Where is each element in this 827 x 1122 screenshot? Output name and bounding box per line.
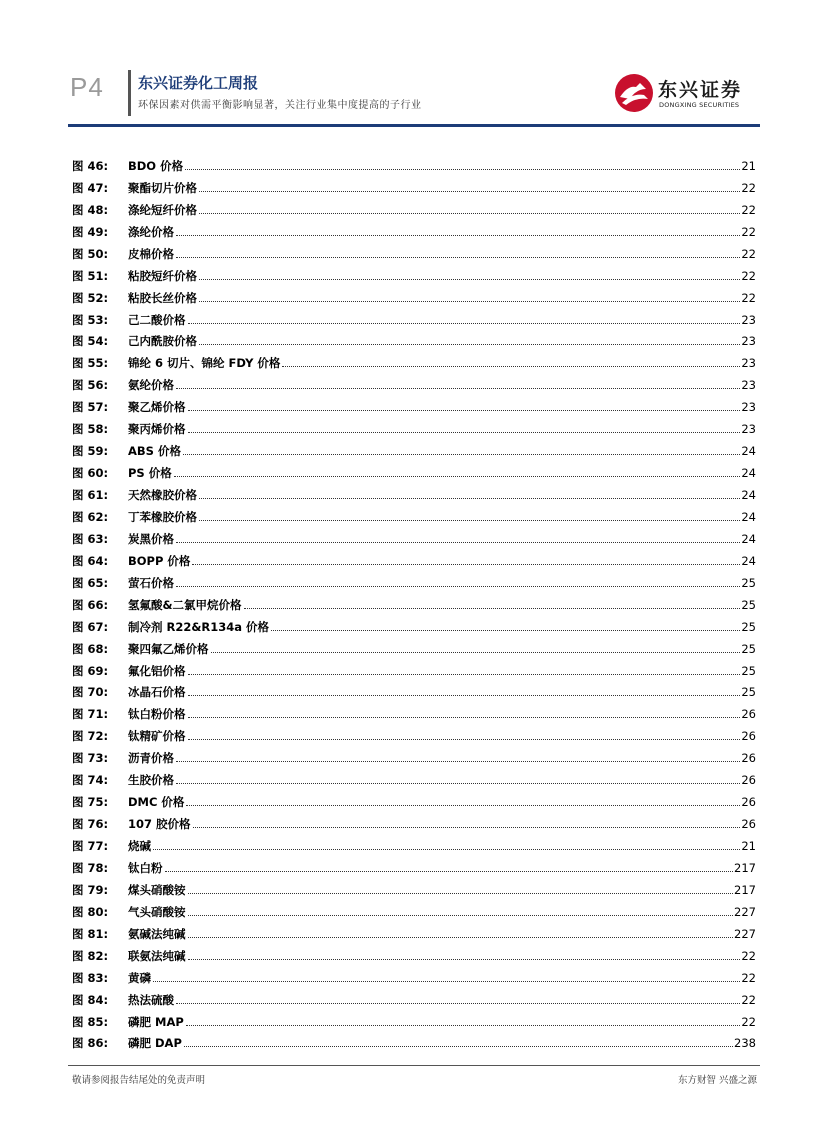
toc-entry-label <box>72 971 151 985</box>
figure-number: 图 54: <box>72 334 109 349</box>
toc-entry[interactable] <box>72 743 756 765</box>
page-ref: 24 <box>741 509 756 524</box>
toc-entry[interactable] <box>72 656 756 678</box>
page-ref: 26 <box>741 729 756 744</box>
figure-number: 图 82: <box>72 948 109 963</box>
figure-number: 图 76: <box>72 817 109 832</box>
toc-entry-label <box>72 356 280 370</box>
toc-entry-label <box>72 269 197 283</box>
figure-number: 图 68: <box>72 641 109 656</box>
figure-number: 图 60: <box>72 466 109 481</box>
dot-leader <box>153 848 740 850</box>
figure-number: 图 79: <box>72 882 109 897</box>
dot-leader <box>211 651 741 653</box>
page-ref: 26 <box>741 751 756 766</box>
figure-title: 粘胶长丝价格 <box>128 290 197 305</box>
toc-entry-label <box>72 598 242 612</box>
page-ref: 22 <box>741 180 756 195</box>
toc-entry[interactable] <box>72 612 756 634</box>
page-ref: 227 <box>734 926 756 941</box>
dot-leader <box>174 475 741 477</box>
figure-title: 氨纶价格 <box>128 378 174 393</box>
figure-title: BDO 价格 <box>128 158 184 173</box>
toc-entry-label <box>72 510 197 524</box>
dot-leader <box>176 256 740 258</box>
toc-entry[interactable] <box>72 283 756 305</box>
toc-entry-label <box>72 664 186 678</box>
figure-number: 图 58: <box>72 422 109 437</box>
toc-entry[interactable] <box>72 195 756 217</box>
toc-entry-label <box>72 620 269 634</box>
toc-entry[interactable] <box>72 546 756 568</box>
page-ref: 25 <box>741 663 756 678</box>
page-ref: 25 <box>741 575 756 590</box>
page-ref: 25 <box>741 641 756 656</box>
figure-title: 聚丙烯价格 <box>128 422 186 437</box>
page-ref: 22 <box>741 1014 756 1029</box>
dot-leader <box>153 980 740 982</box>
figure-title: PS 价格 <box>128 466 172 481</box>
dot-leader <box>188 914 734 916</box>
toc-entry-label <box>72 291 197 305</box>
toc-entry[interactable] <box>72 414 756 436</box>
page-ref: 26 <box>741 707 756 722</box>
dot-leader <box>199 519 740 521</box>
toc-entry-label <box>72 334 197 348</box>
figure-number: 图 62: <box>72 509 109 524</box>
footer-slogan: 东方财智 兴盛之源 <box>677 1075 757 1086</box>
figure-title: 聚四氟乙烯价格 <box>128 641 209 656</box>
dot-leader <box>176 387 740 389</box>
dot-leader <box>199 497 740 499</box>
toc-entry-label <box>72 707 186 721</box>
dot-leader <box>176 585 740 587</box>
figure-title: 烧碱 <box>128 839 151 853</box>
toc-entry[interactable] <box>72 458 756 480</box>
toc-entry-label <box>72 685 186 699</box>
dot-leader <box>199 278 740 280</box>
figure-number: 图 64: <box>72 553 109 568</box>
toc-entry[interactable] <box>72 392 756 414</box>
company-logo <box>614 73 762 113</box>
figure-number: 图 74: <box>72 773 109 788</box>
dot-leader <box>199 190 740 192</box>
figure-number: 图 83: <box>72 970 109 985</box>
toc-entry-label <box>72 400 186 414</box>
toc-entry-label <box>72 1015 184 1029</box>
page-ref: 24 <box>741 466 756 481</box>
toc-entry-label <box>72 225 174 239</box>
figure-number: 图 70: <box>72 685 109 700</box>
dot-leader <box>165 870 734 872</box>
dot-leader <box>184 1045 733 1047</box>
dot-leader <box>186 804 740 806</box>
figure-number: 图 65: <box>72 575 109 590</box>
figure-title: 热法硫酸 <box>128 992 174 1007</box>
footer-disclaimer: 敬请参阅报告结尾处的免责声明 <box>72 1075 206 1086</box>
toc-entry[interactable] <box>72 941 756 963</box>
page-ref: 22 <box>741 992 756 1007</box>
dot-leader <box>185 168 740 170</box>
toc-entry-label <box>72 1036 182 1050</box>
toc-entry-label <box>72 247 174 261</box>
figure-number: 图 81: <box>72 926 109 941</box>
toc-entry-label <box>72 444 181 458</box>
figure-title: 磷肥 MAP <box>128 1014 184 1029</box>
dot-leader <box>199 212 740 214</box>
toc-entry[interactable] <box>72 480 756 502</box>
figure-number: 图 56: <box>72 378 109 393</box>
dot-leader <box>188 673 741 675</box>
report-title: 东兴证券化工周报 <box>138 74 259 92</box>
figure-number: 图 59: <box>72 444 109 459</box>
toc-entry[interactable] <box>72 809 756 831</box>
page-ref: 23 <box>741 356 756 371</box>
dot-leader <box>271 629 740 631</box>
toc-entry[interactable] <box>72 963 756 985</box>
dot-leader <box>192 563 740 565</box>
figure-number: 图 55: <box>72 356 109 371</box>
toc-entry-label <box>72 817 191 831</box>
figure-number: 图 85: <box>72 1014 109 1029</box>
figure-title: 磷肥 DAP <box>128 1036 182 1051</box>
page-ref: 22 <box>741 202 756 217</box>
toc-entry[interactable] <box>72 1029 756 1051</box>
logo-chinese-name: 东兴证券 <box>658 79 743 101</box>
figure-number: 图 73: <box>72 751 109 766</box>
toc-entry[interactable] <box>72 436 756 458</box>
toc-entry-label <box>72 773 174 787</box>
toc-entry[interactable] <box>72 327 756 349</box>
figure-number: 图 48: <box>72 202 109 217</box>
dot-leader <box>176 1002 740 1004</box>
toc-entry-label <box>72 751 174 765</box>
toc-entry[interactable] <box>72 1007 756 1029</box>
figure-title: 聚乙烯价格 <box>128 400 186 415</box>
toc-entry[interactable] <box>72 524 756 546</box>
page-ref: 22 <box>741 970 756 985</box>
figure-number: 图 69: <box>72 663 109 678</box>
figure-number: 图 80: <box>72 904 109 919</box>
figure-number: 图 52: <box>72 290 109 305</box>
toc-entry[interactable] <box>72 568 756 590</box>
toc-entry[interactable] <box>72 875 756 897</box>
figure-number: 图 61: <box>72 488 109 502</box>
page-ref: 25 <box>741 597 756 612</box>
toc-entry-label <box>72 576 174 590</box>
page-ref: 21 <box>741 839 756 853</box>
toc-entry-label <box>72 488 197 502</box>
figure-title: ABS 价格 <box>128 444 181 459</box>
figure-title: DMC 价格 <box>128 795 185 810</box>
dot-leader <box>176 782 740 784</box>
figure-title: 生胶价格 <box>128 773 174 788</box>
toc-entry[interactable] <box>72 348 756 370</box>
figure-title: 气头硝酸铵 <box>128 904 186 919</box>
figure-number: 图 86: <box>72 1036 109 1051</box>
dot-leader <box>188 322 741 324</box>
figure-number: 图 66: <box>72 597 109 612</box>
toc-entry-label <box>72 378 174 392</box>
dot-leader <box>188 892 734 894</box>
toc-entry-label <box>72 861 163 875</box>
dot-leader <box>282 365 740 367</box>
dot-leader <box>188 936 734 938</box>
page-ref: 23 <box>741 400 756 415</box>
page-ref: 25 <box>741 685 756 700</box>
page-ref: 26 <box>741 795 756 810</box>
page-ref: 22 <box>741 246 756 261</box>
page-ref: 238 <box>734 1036 756 1051</box>
toc-entry[interactable] <box>72 853 756 875</box>
page-ref: 26 <box>741 773 756 788</box>
toc-entry[interactable] <box>72 590 756 612</box>
toc-entry-label <box>72 642 209 656</box>
toc-entry[interactable] <box>72 678 756 700</box>
figure-title: BOPP 价格 <box>128 553 191 568</box>
page-ref: 23 <box>741 378 756 393</box>
toc-entry-label <box>72 422 186 436</box>
toc-entry[interactable] <box>72 261 756 283</box>
figure-title: 萤石价格 <box>128 575 174 590</box>
dot-leader <box>199 343 740 345</box>
page-ref: 217 <box>734 860 756 875</box>
figure-number: 图 47: <box>72 180 109 195</box>
figure-title: 钛精矿价格 <box>128 729 186 744</box>
toc-entry[interactable] <box>72 721 756 743</box>
toc-entry-label <box>72 883 186 897</box>
page-ref: 23 <box>741 422 756 437</box>
toc-entry-label <box>72 313 186 327</box>
figure-title: 涤纶价格 <box>128 224 174 239</box>
dot-leader <box>188 738 741 740</box>
figure-title: 沥青价格 <box>128 751 174 766</box>
footer-rule <box>68 1065 760 1066</box>
figure-title: 钛白粉 <box>128 860 163 875</box>
figure-title: 涤纶短纤价格 <box>128 202 197 217</box>
dot-leader <box>183 453 740 455</box>
figure-title: 皮棉价格 <box>128 246 174 261</box>
logo-emblem-icon <box>614 73 654 113</box>
figure-title: 粘胶短纤价格 <box>128 268 197 283</box>
dot-leader <box>188 409 741 411</box>
figure-number: 图 53: <box>72 312 109 327</box>
header-divider <box>128 70 131 116</box>
toc-entry-label <box>72 993 174 1007</box>
dot-leader <box>193 826 741 828</box>
toc-entry-label <box>72 949 186 963</box>
toc-entry[interactable] <box>72 173 756 195</box>
page-ref: 217 <box>734 882 756 897</box>
figure-number: 图 46: <box>72 158 109 173</box>
figure-number: 图 63: <box>72 531 109 546</box>
toc-entry[interactable] <box>72 239 756 261</box>
page-ref: 22 <box>741 268 756 283</box>
toc-entry-label <box>72 554 190 568</box>
figure-title: 炭黑价格 <box>128 531 174 546</box>
toc-entry[interactable] <box>72 831 756 853</box>
figure-title: 冰晶石价格 <box>128 685 186 700</box>
toc-entry[interactable] <box>72 787 756 809</box>
toc-entry[interactable] <box>72 765 756 787</box>
dot-leader <box>176 760 740 762</box>
figure-number: 图 57: <box>72 400 109 415</box>
toc-entry-label <box>72 839 151 853</box>
figure-title: 氨碱法纯碱 <box>128 926 186 941</box>
toc-entry-label <box>72 905 186 919</box>
figure-title: 107 胶价格 <box>128 817 191 832</box>
figure-title: 己二酸价格 <box>128 312 186 327</box>
figure-number: 图 78: <box>72 860 109 875</box>
toc-entry[interactable] <box>72 634 756 656</box>
toc-entry-label <box>72 203 197 217</box>
toc-entry[interactable] <box>72 699 756 721</box>
figure-title: 氟化铝价格 <box>128 663 186 678</box>
figure-title: 煤头硝酸铵 <box>128 882 186 897</box>
toc-entry-label <box>72 159 183 173</box>
figure-title: 天然橡胶价格 <box>128 488 197 502</box>
page-ref: 26 <box>741 817 756 832</box>
figure-number: 图 75: <box>72 795 109 810</box>
page-ref: 25 <box>741 619 756 634</box>
toc-entry-label <box>72 532 174 546</box>
toc-entry-label <box>72 927 186 941</box>
dot-leader <box>188 431 741 433</box>
figure-number: 图 49: <box>72 224 109 239</box>
figure-number: 图 67: <box>72 619 109 634</box>
figure-title: 钛白粉价格 <box>128 707 186 722</box>
figure-title: 氢氟酸&二氯甲烷价格 <box>128 597 242 612</box>
toc-entry[interactable] <box>72 370 756 392</box>
toc-entry[interactable] <box>72 305 756 327</box>
toc-entry-label <box>72 466 172 480</box>
toc-entry[interactable] <box>72 502 756 524</box>
dot-leader <box>188 958 741 960</box>
toc-entry[interactable] <box>72 897 756 919</box>
dot-leader <box>199 300 740 302</box>
figure-number: 图 72: <box>72 729 109 744</box>
dot-leader <box>188 716 741 718</box>
page-ref: 24 <box>741 488 756 502</box>
toc-entry[interactable] <box>72 217 756 239</box>
figure-number: 图 50: <box>72 246 109 261</box>
figure-number: 图 77: <box>72 839 109 853</box>
figure-list <box>72 151 756 1050</box>
toc-entry-label <box>72 795 184 809</box>
figure-title: 己内酰胺价格 <box>128 334 197 349</box>
toc-entry-label <box>72 729 186 743</box>
figure-title: 制冷剂 R22&R134a 价格 <box>128 619 270 634</box>
page-number: P4 <box>70 72 104 102</box>
page-ref: 23 <box>741 312 756 327</box>
dot-leader <box>186 1024 741 1026</box>
toc-entry[interactable] <box>72 919 756 941</box>
figure-title: 黄磷 <box>128 970 151 985</box>
page-ref: 24 <box>741 444 756 459</box>
page-ref: 22 <box>741 290 756 305</box>
toc-entry[interactable] <box>72 151 756 173</box>
page-ref: 21 <box>741 158 756 173</box>
page-ref: 22 <box>741 224 756 239</box>
toc-entry-label <box>72 181 197 195</box>
page-ref: 24 <box>741 531 756 546</box>
report-subtitle: 环保因素对供需平衡影响显著，关注行业集中度提高的子行业 <box>138 100 422 111</box>
figure-number: 图 84: <box>72 992 109 1007</box>
figure-title: 锦纶 6 切片、锦纶 FDY 价格 <box>128 356 281 371</box>
header-rule <box>68 124 760 127</box>
page-ref: 23 <box>741 334 756 349</box>
dot-leader <box>176 541 740 543</box>
page-ref: 22 <box>741 948 756 963</box>
figure-title: 丁苯橡胶价格 <box>128 509 197 524</box>
figure-title: 聚酯切片价格 <box>128 180 197 195</box>
page-ref: 227 <box>734 904 756 919</box>
logo-english-name: DONGXING SECURITIES <box>659 101 740 109</box>
figure-number: 图 71: <box>72 707 109 722</box>
figure-title: 联氨法纯碱 <box>128 948 186 963</box>
dot-leader <box>188 694 741 696</box>
toc-entry[interactable] <box>72 985 756 1007</box>
page-ref: 24 <box>741 553 756 568</box>
dot-leader <box>244 607 741 609</box>
dot-leader <box>176 234 740 236</box>
figure-number: 图 51: <box>72 268 109 283</box>
